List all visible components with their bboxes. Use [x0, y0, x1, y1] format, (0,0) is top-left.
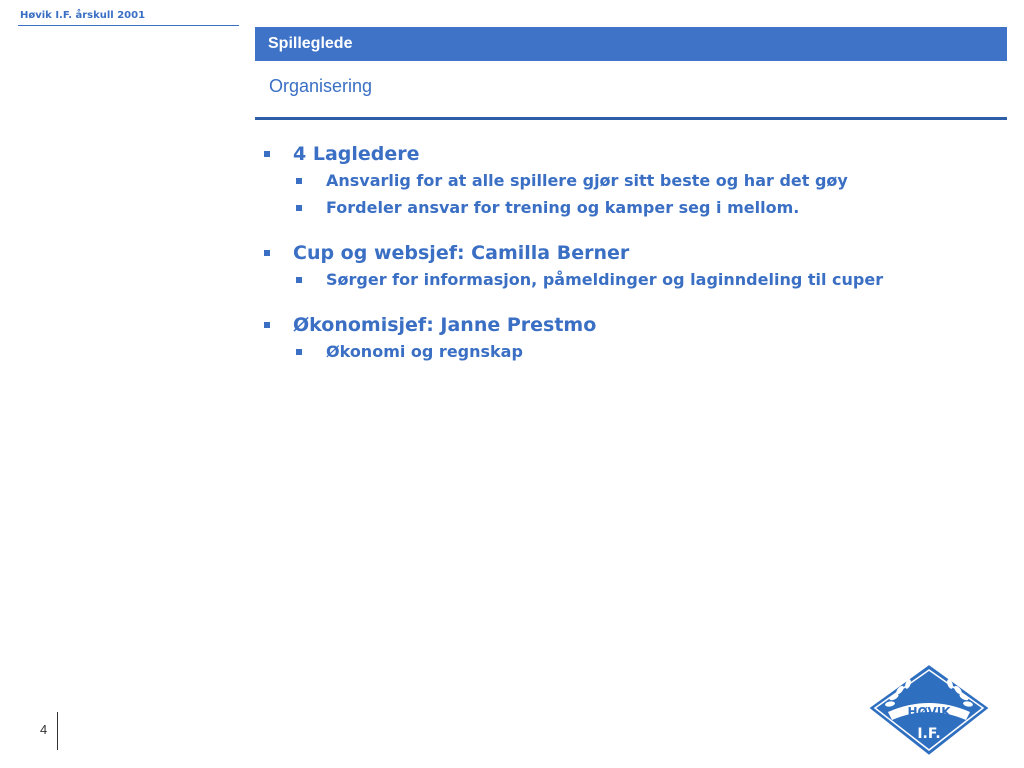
section-1 — [262, 141, 1002, 221]
square-bullet-icon — [296, 178, 302, 184]
section-heading: Cup og websjef: Camilla Berner — [293, 242, 630, 264]
section-heading: 4 Lagledere — [293, 143, 420, 165]
header-divider — [18, 25, 239, 26]
logo-sub: I.F. — [917, 726, 941, 742]
list-item — [262, 266, 1002, 293]
club-logo — [864, 660, 994, 760]
page-number: 4 — [40, 722, 48, 737]
org-header: Høvik I.F. årskull 2001 — [20, 10, 146, 21]
square-bullet-icon — [296, 277, 302, 283]
list-item — [262, 338, 1002, 365]
square-bullet-icon — [296, 205, 302, 211]
sub-item: Ansvarlig for at alle spillere gjør sitt beste og har det gøy — [326, 171, 848, 190]
logo-name: HØVIK — [907, 705, 951, 719]
section-3 — [262, 312, 1002, 365]
slide-subtitle: Organisering — [269, 76, 373, 96]
section-heading: Økonomisjef: Janne Prestmo — [293, 314, 597, 336]
list-item — [262, 167, 1002, 194]
page-number-divider — [57, 712, 58, 750]
list-item — [262, 312, 1002, 338]
square-bullet-icon — [296, 349, 302, 355]
section-2 — [262, 240, 1002, 293]
list-item — [262, 240, 1002, 266]
sub-item: Sørger for informasjon, påmeldinger og laginndeling til cuper — [326, 270, 884, 289]
square-bullet-icon — [264, 322, 270, 328]
list-item — [262, 141, 1002, 167]
list-item — [262, 194, 1002, 221]
subtitle-divider — [255, 117, 1007, 120]
square-bullet-icon — [264, 250, 270, 256]
sub-item: Økonomi og regnskap — [326, 342, 523, 361]
square-bullet-icon — [264, 151, 270, 157]
slide-title: Spilleglede — [255, 27, 1007, 61]
bullet-list — [262, 141, 1002, 384]
sub-item: Fordeler ansvar for trening og kamper seg i mellom. — [326, 198, 800, 217]
